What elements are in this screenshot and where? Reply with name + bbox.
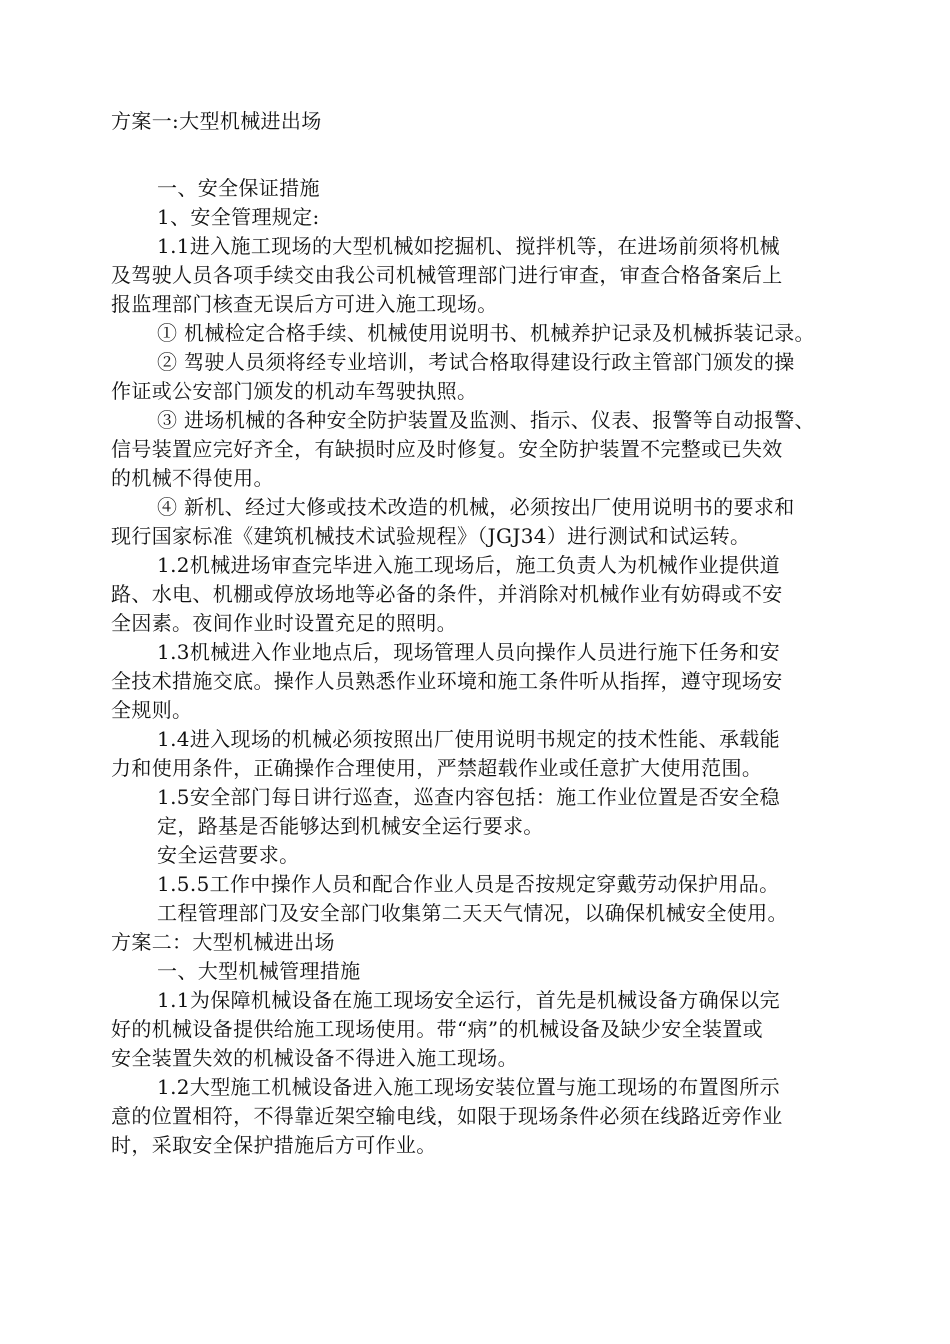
paragraph-line: 1.5.5工作中操作人员和配合作业人员是否按规定穿戴劳动保护用品。 (157, 872, 780, 896)
paragraph-line: 1.2机械进场审查完毕进入施工现场后，施工负责人为机械作业提供道 (157, 553, 781, 577)
paragraph-line: 1.5安全部门每日讲行巡查，巡查内容包括：施工作业位置是否安全稳 (157, 785, 781, 809)
paragraph-line: 1.3机械进入作业地点后，现场管理人员向操作人员进行施下任务和安 (157, 640, 781, 664)
paragraph-line: 现行国家标准《建筑机械技术试验规程》（JGJ34）进行测试和试运转。 (111, 524, 751, 548)
paragraph-line: 安全运营要求。 (157, 843, 300, 867)
paragraph-line: 时，采取安全保护措施后方可作业。 (111, 1133, 437, 1157)
paragraph-line: 1.2大型施工机械设备进入施工现场安装位置与施工现场的布置图所示 (157, 1075, 781, 1099)
paragraph-line: 全技术措施交底。操作人员熟悉作业环境和施工条件听从指挥，遵守现场安 (111, 669, 783, 693)
section-heading: 一、大型机械管理措施 (157, 959, 361, 983)
paragraph-line: 全因素。夜间作业时设置充足的照明。 (111, 611, 457, 635)
document-title: 方案一:大型机械进出场 (111, 109, 322, 133)
paragraph-line: 作证或公安部门颁发的机动车驾驶执照。 (111, 379, 478, 403)
paragraph-line: 1.1进入施工现场的大型机械如挖掘机、搅拌机等，在进场前须将机械 (157, 234, 781, 258)
list-item-line: ④ 新机、经过大修或技术改造的机械，必须按出厂使用说明书的要求和 (157, 495, 795, 519)
list-item-line: ② 驾驶人员须将经专业培训，考试合格取得建设行政主管部门颁发的操 (157, 350, 795, 374)
paragraph-line: 安全装置失效的机械设备不得进入施工现场。 (111, 1046, 518, 1070)
paragraph-line: 信号装置应完好齐全，有缺损时应及时修复。安全防护装置不完整或已失效 (111, 437, 783, 461)
paragraph-line: 1.1为保障机械设备在施工现场安全运行，首先是机械设备方确保以完 (157, 988, 781, 1012)
paragraph-line: 的机械不得使用。 (111, 466, 274, 490)
list-item-line: ① 机械检定合格手续、机械使用说明书、机械养护记录及机械拆装记录。 (157, 321, 815, 345)
paragraph-line: 路、水电、机棚或停放场地等必备的条件，并消除对机械作业有妨碍或不安 (111, 582, 783, 606)
paragraph-line: 好的机械设备提供给施工现场使用。带“病”的机械设备及缺少安全装置或 (111, 1017, 763, 1041)
section-heading: 一、安全保证措施 (157, 176, 320, 200)
subsection-heading: 1、安全管理规定: (157, 205, 320, 229)
paragraph-line: 意的位置相符，不得靠近架空输电线，如限于现场条件必须在线路近旁作业 (111, 1104, 783, 1128)
paragraph-line: 及驾驶人员各项手续交由我公司机械管理部门进行审查，审查合格备案后上 (111, 263, 783, 287)
paragraph-line: 报监理部门核查无误后方可进入施工现场。 (111, 292, 498, 316)
document-title: 方案二：大型机械进出场 (111, 930, 335, 954)
paragraph-line: 力和使用条件，正确操作合理使用，严禁超载作业或任意扩大使用范围。 (111, 756, 763, 780)
paragraph-line: 定，路基是否能够达到机械安全运行要求。 (157, 814, 544, 838)
paragraph-line: 全规则。 (111, 698, 193, 722)
paragraph-line: 1.4进入现场的机械必须按照出厂使用说明书规定的技术性能、承载能 (157, 727, 781, 751)
paragraph-line: 工程管理部门及安全部门收集第二天天气情况，以确保机械安全使用。 (157, 901, 788, 925)
list-item-line: ③ 进场机械的各种安全防护装置及监测、指示、仪表、报警等自动报警、 (157, 408, 815, 432)
